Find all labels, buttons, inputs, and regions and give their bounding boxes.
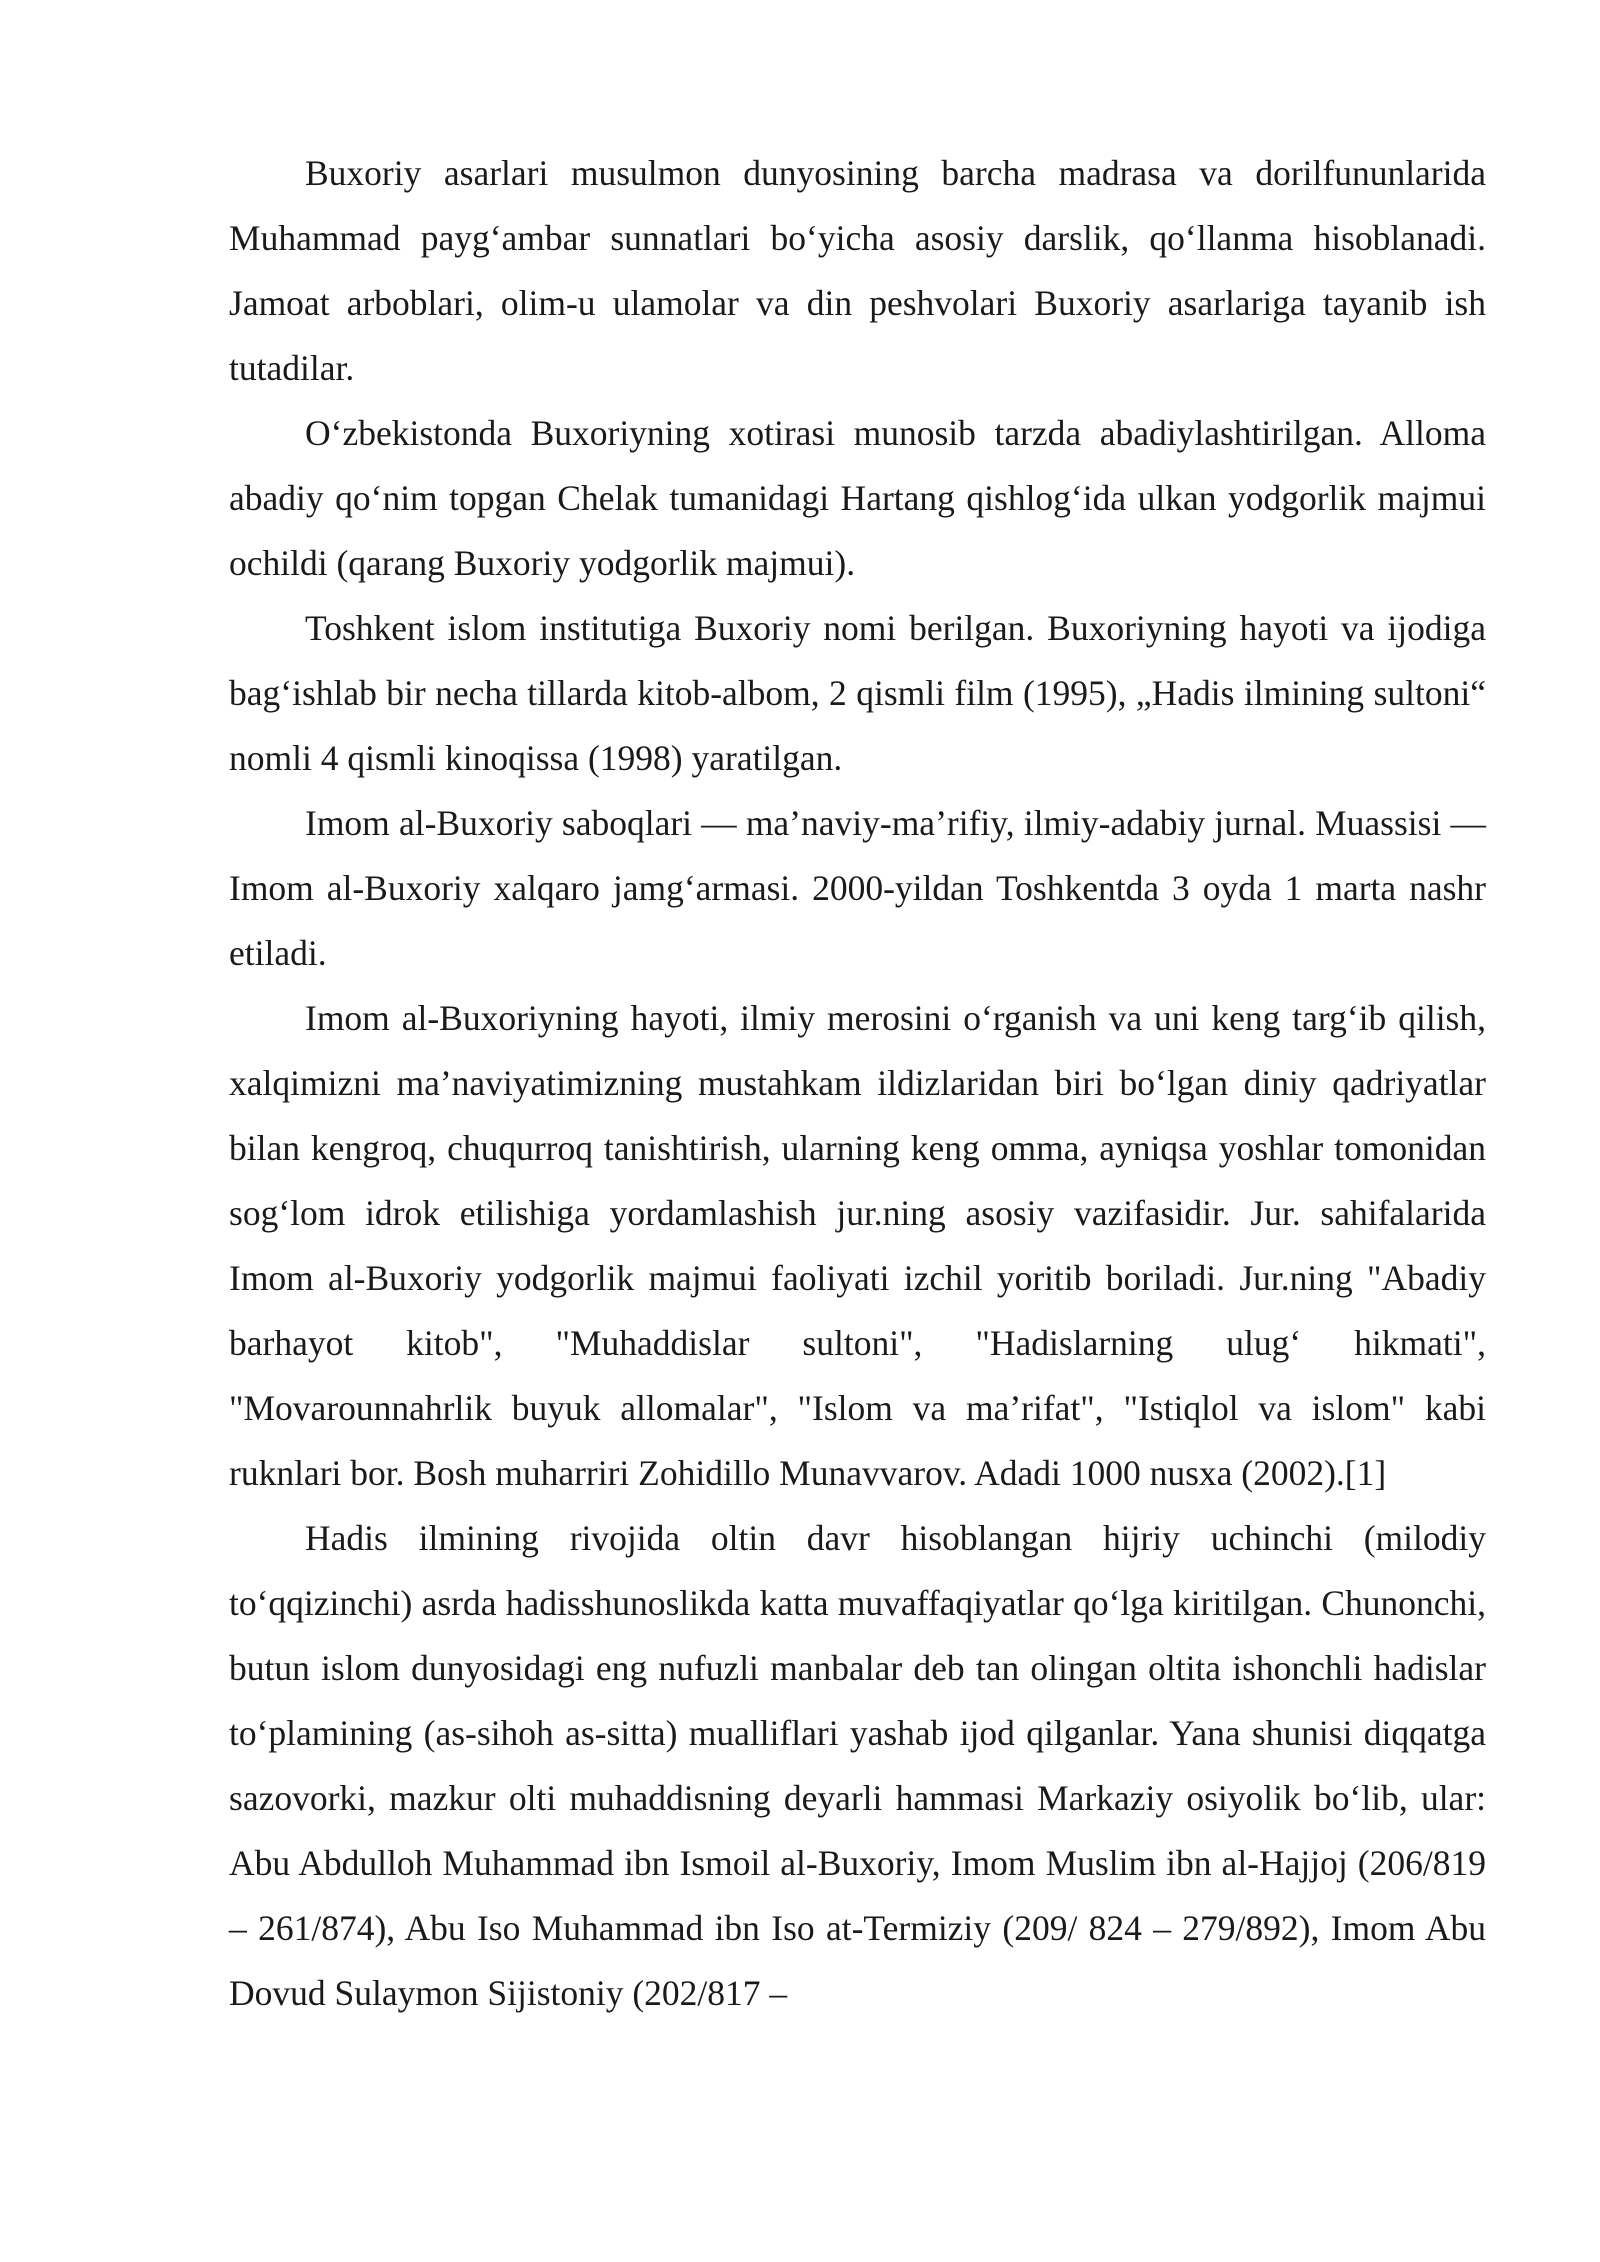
paragraph-hadith-era: Hadis ilmining rivojida oltin davr hisoblangan hijriy uchinchi (milodiy to‘qqizinchi) asrda hadisshunoslikda katta muvaffaqiyatlar qo‘lga kiritilgan. Chunonchi, butun islom dunyosidagi eng nufuzli manbalar deb tan olingan oltita ishonchli hadislar to‘plamining (as-sihoh as-sitta) mualliflari yashab ijod qilganlar. Yana shunisi diqqatga sazovorki, mazkur olti muhaddisning deyarli hammasi Markaziy osiyolik bo‘lib, ular: Abu Abdulloh Muhammad ibn Ismoil al-Buxoriy, Imom Muslim ibn al-Hajjoj (206/819 – 261/874), Abu Iso Muhammad ibn Iso at-Termiziy (209/ 824 – 279/892), Imom Abu Dovud Sulaymon Sijistoniy (202/817 – bbox=[229, 1518, 1486, 2013]
paragraph-memorial: O‘zbekistonda Buxoriyning xotirasi munosib tarzda abadiylashtirilgan. Alloma abadiy qo‘nim topgan Chelak tumanidagi Hartang qishlog‘ida ulkan yodgorlik majmui ochildi (qarang Buxoriy yodgorlik majmui). bbox=[229, 413, 1486, 583]
paragraph-institute: Toshkent islom institutiga Buxoriy nomi berilgan. Buxoriyning hayoti va ijodiga bag‘ishlab bir necha tillarda kitob-albom, 2 qismli film (1995), „Hadis ilmining sultoni“ nomli 4 qismli kinoqissa (1998) yaratilgan. bbox=[229, 608, 1486, 778]
paragraph-journal: Imom al-Buxoriy saboqlari — ma’naviy-ma’rifiy, ilmiy-adabiy jurnal. Muassisi — Imom al-Buxoriy xalqaro jamg‘armasi. 2000-yildan Toshkentda 3 oyda 1 marta nashr etiladi. bbox=[229, 803, 1486, 973]
document-page bbox=[229, 141, 1486, 2026]
paragraph-buxoriy-works: Buxoriy asarlari musulmon dunyosining barcha madrasa va dorilfununlarida Muhammad payg‘ambar sunnatlari bo‘yicha asosiy darslik, qo‘llanma hisoblanadi. Jamoat arboblari, olim-u ulamolar va din peshvolari Buxoriy asarlariga tayanib ish tutadilar. bbox=[229, 153, 1486, 388]
paragraph-journal-goals: Imom al-Buxoriyning hayoti, ilmiy merosini o‘rganish va uni keng targ‘ib qilish, xalqimizni ma’naviyatimizning mustahkam ildizlaridan biri bo‘lgan diniy qadriyatlar bilan kengroq, chuqurroq tanishtirish, ularning keng omma, ayniqsa yoshlar tomonidan sog‘lom idrok etilishiga yordamlashish jur.ning asosiy vazifasidir. Jur. sahifalarida Imom al-Buxoriy yodgorlik majmui faoliyati izchil yoritib boriladi. Jur.ning "Abadiy barhayot kitob", "Muhaddislar sultoni", "Hadislarning ulug‘ hikmati", "Movarounnahrlik buyuk allomalar", "Islom va ma’rifat", "Istiqlol va islom" kabi ruknlari bor. Bosh muharriri Zohidillo Munavvarov. Adadi 1000 nusxa (2002).[1] bbox=[229, 998, 1486, 1493]
